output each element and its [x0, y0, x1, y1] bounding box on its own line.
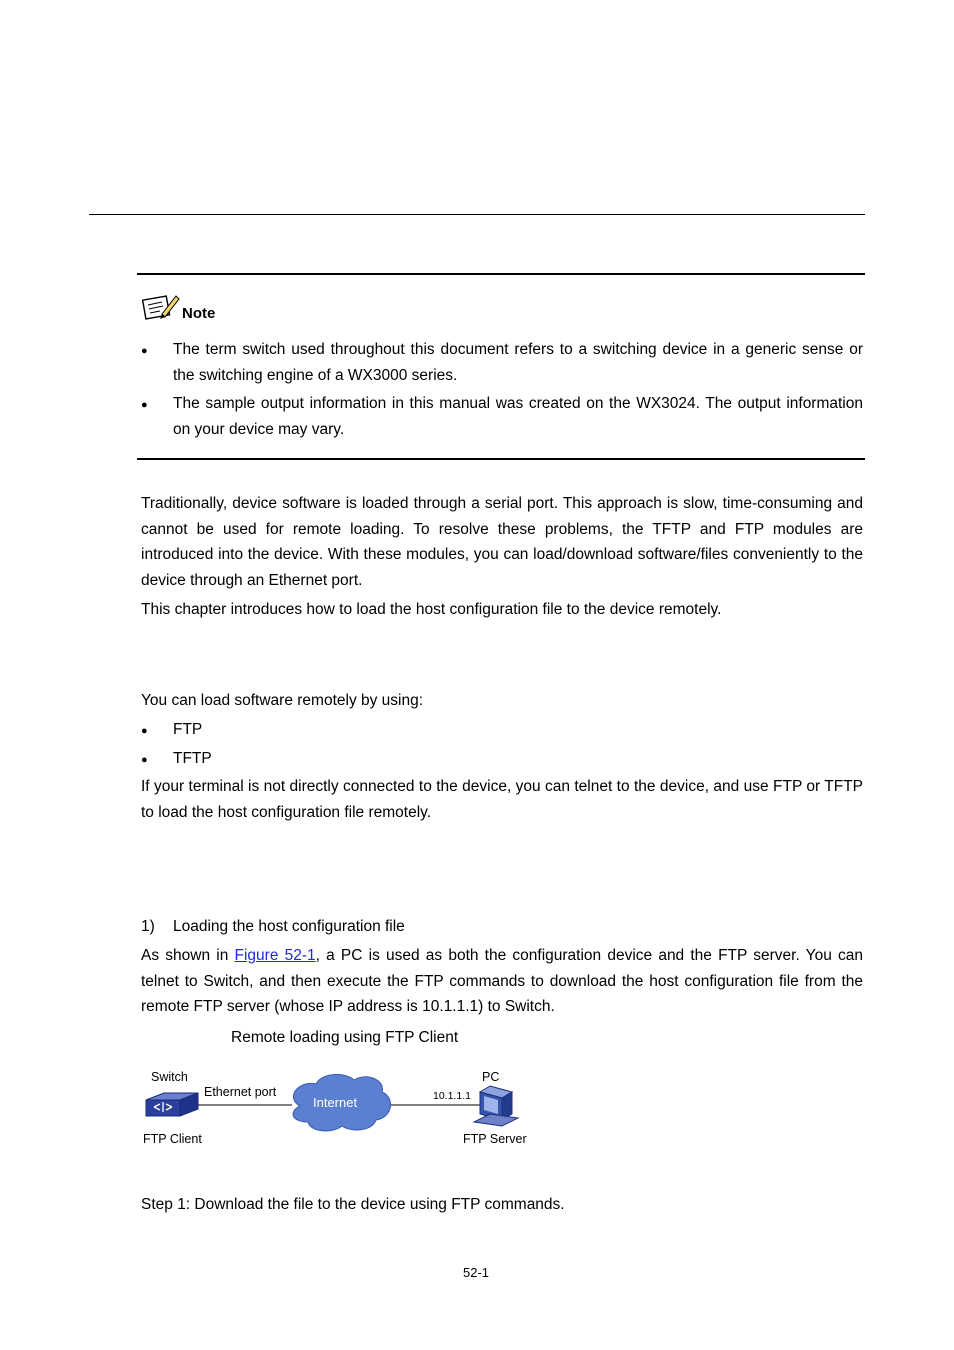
- methods-after: If your terminal is not directly connected to the device, you can telnet to the device, and use FTP or TFTP to load the host configuration file remotely.: [141, 778, 863, 821]
- switch-icon: [146, 1093, 198, 1116]
- pc-icon: [474, 1086, 518, 1126]
- page-number: 52-1: [463, 1265, 490, 1280]
- note-heading: Note: [182, 305, 216, 322]
- method-item-ftp: FTP: [173, 721, 203, 738]
- pc-label: PC: [482, 1070, 500, 1084]
- switch-role-label: FTP Client: [143, 1132, 202, 1146]
- intro-paragraph-2: This chapter introduces how to load the host configuration file to the device remotely.: [141, 601, 722, 618]
- figure-link[interactable]: Figure 52-1: [234, 947, 316, 964]
- note-bullet-1-marker: ●: [141, 345, 148, 357]
- note-icon: [142, 292, 180, 322]
- header-rule: [89, 214, 865, 215]
- section-paragraph: [141, 943, 863, 1020]
- method-bullet-1-marker: ●: [141, 725, 148, 737]
- note-top-rule: [137, 273, 865, 275]
- ip-label: 10.1.1.1: [433, 1090, 471, 1102]
- switch-label: Switch: [151, 1070, 188, 1084]
- section-text-before: As shown in: [141, 947, 235, 964]
- link-label: Ethernet port: [204, 1085, 277, 1099]
- intro-paragraph: Traditionally, device software is loaded through a serial port. This approach is slow, time-consuming and cannot be used for remote loading. To resolve these problems, the TFTP and FTP modules are introduced into the device. With these modules, you can load/download software/files conveniently to the device through an Ethernet port.: [141, 495, 863, 589]
- cloud-label: Internet: [313, 1095, 358, 1110]
- note-bullet-1: The term switch used throughout this document refers to a switching device in a generic sense or the switching engine of a WX3000 series.: [173, 341, 863, 384]
- step-title: Loading the host configuration file: [173, 918, 405, 935]
- methods-lead: You can load software remotely by using:: [141, 692, 424, 709]
- note-bullet-2: The sample output information in this manual was created on the WX3024. The output information on your device may vary.: [173, 395, 863, 438]
- method-bullet-2-marker: ●: [141, 754, 148, 766]
- step1-text: Step 1: Download the file to the device using FTP commands.: [141, 1196, 565, 1213]
- step-number: 1): [141, 918, 155, 935]
- method-item-tftp: TFTP: [173, 750, 212, 767]
- section-text-after: , a PC is used as both the configuration device and the FTP server. You can telnet to Switch, and then execute the FTP commands to download the host configuration file from the remote FTP server (whose IP address is 10.1.1.1) to Switch.: [141, 947, 863, 1016]
- note-bullet-2-marker: ●: [141, 399, 148, 411]
- figure-caption: Remote loading using FTP Client: [231, 1029, 459, 1046]
- note-bottom-rule: [137, 458, 865, 460]
- pc-role-label: FTP Server: [463, 1132, 527, 1146]
